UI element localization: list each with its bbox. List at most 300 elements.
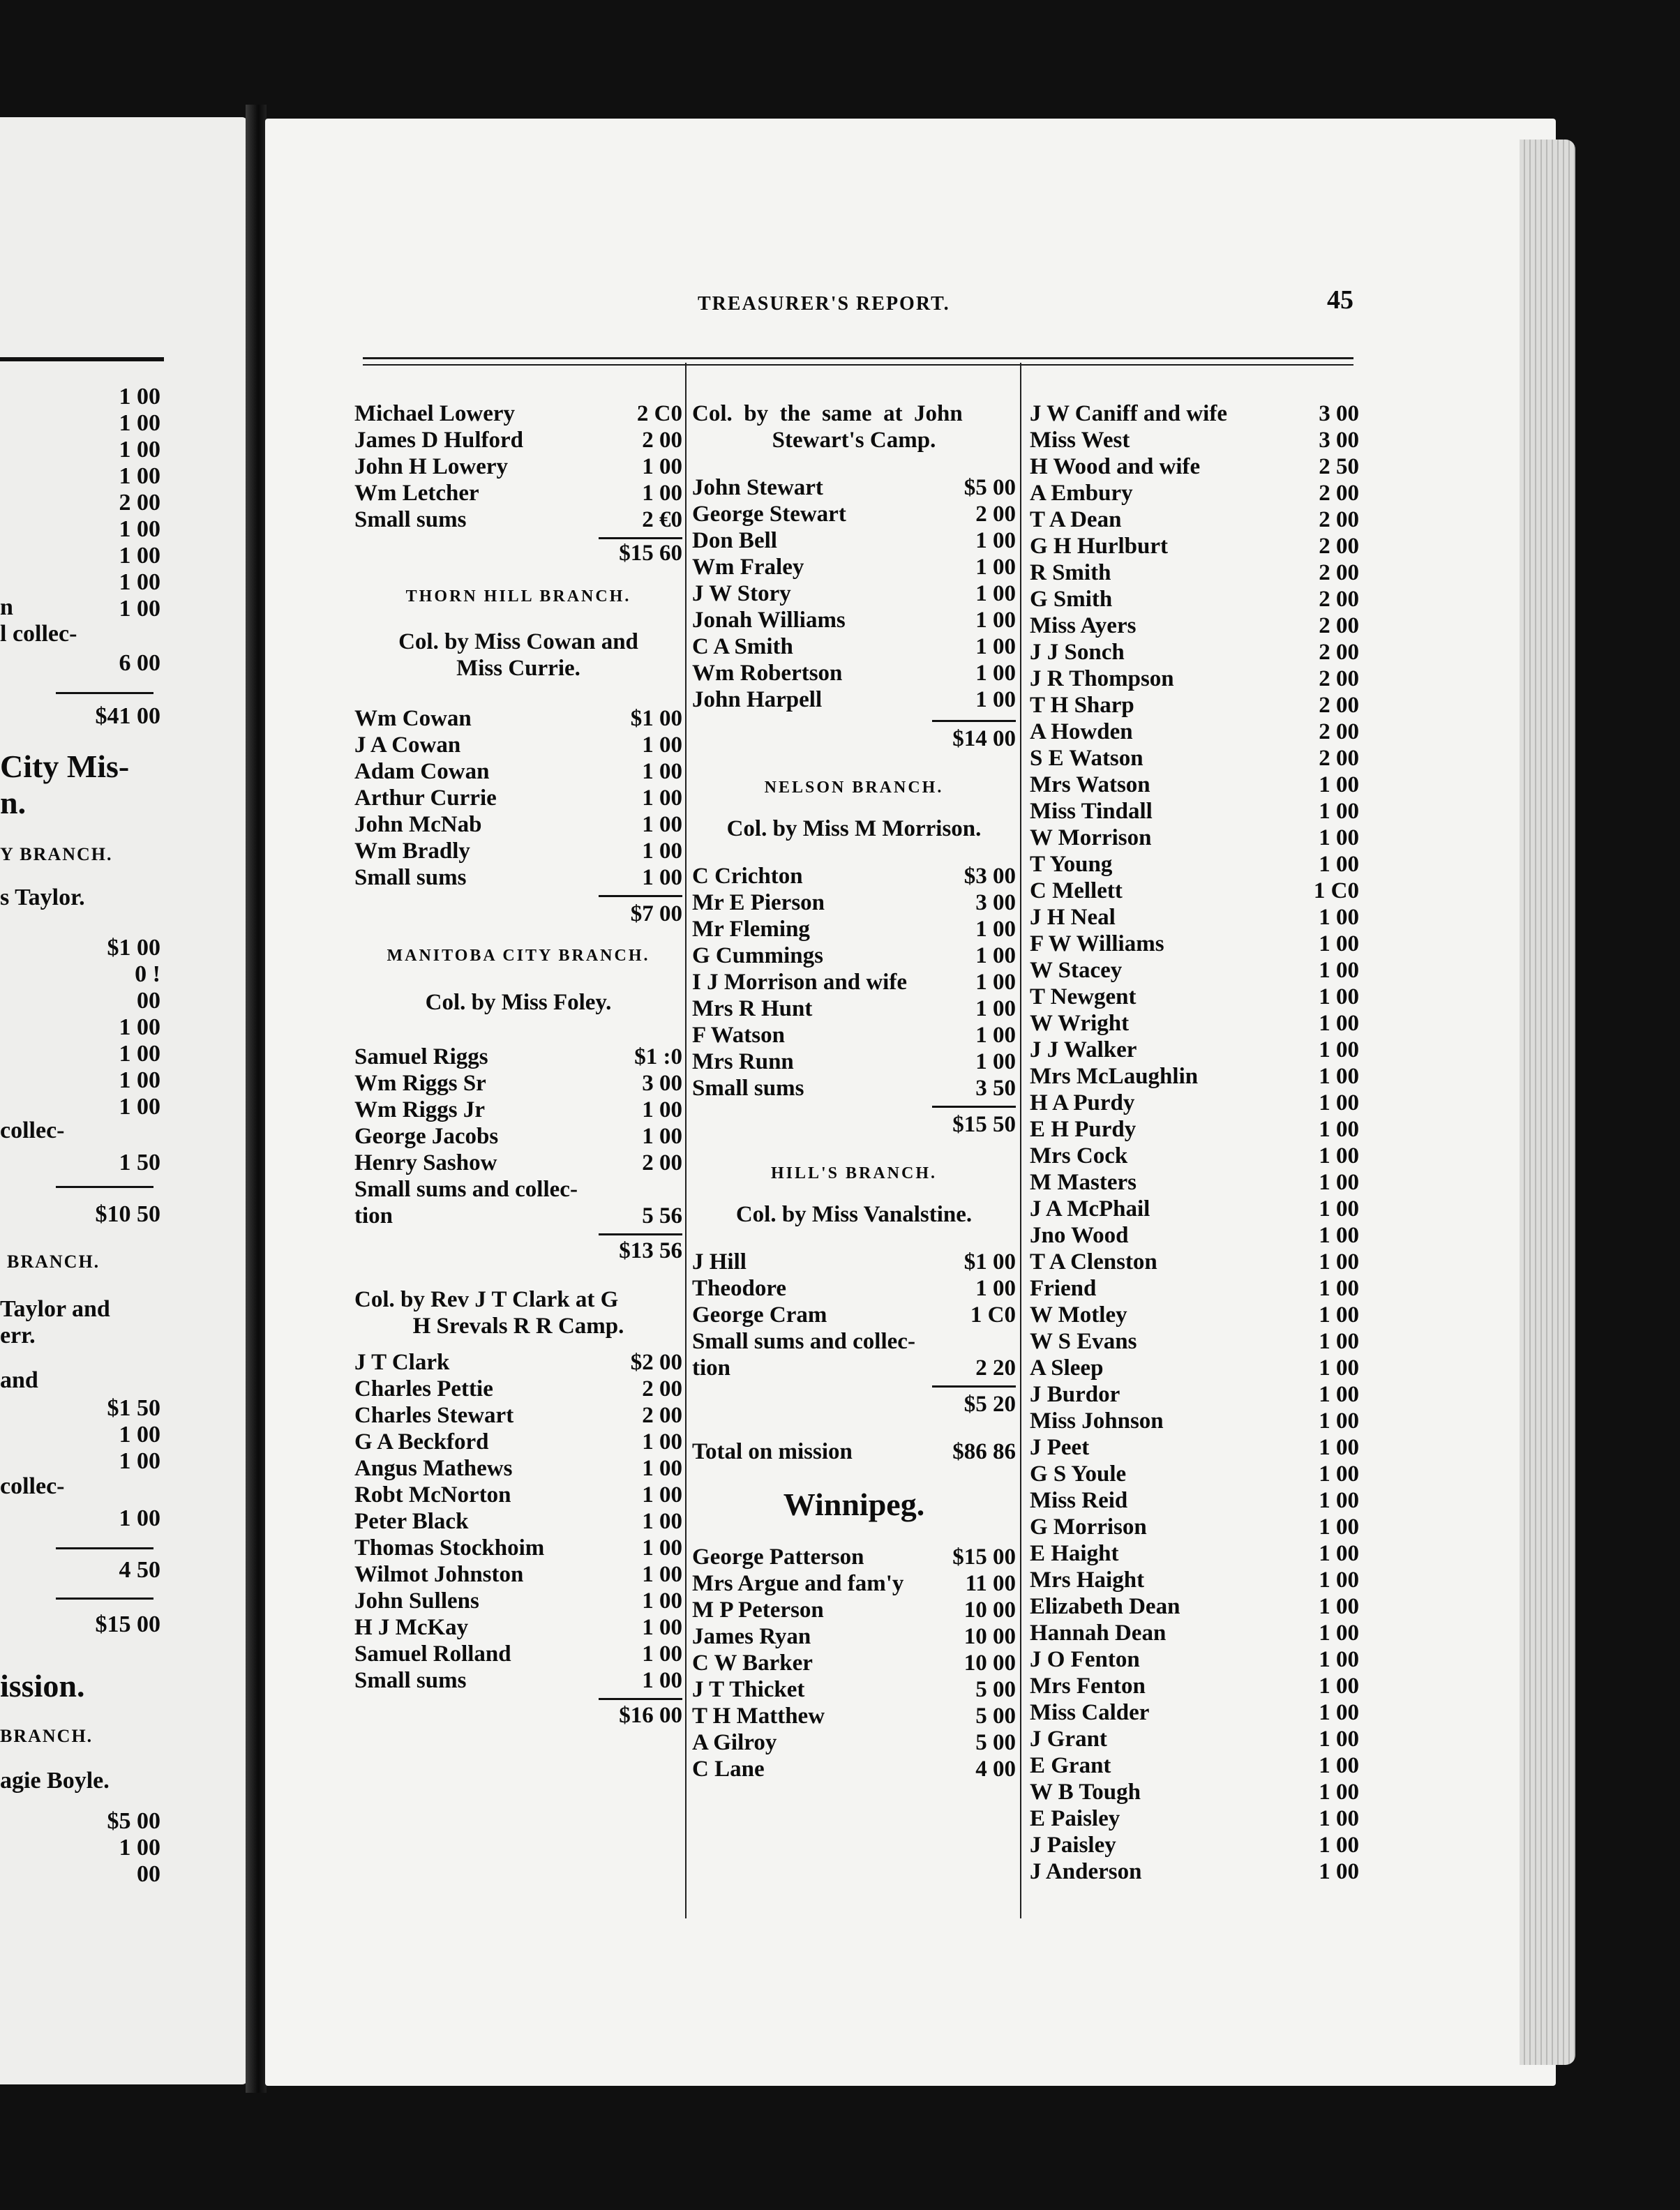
donor-name: E Grant	[1030, 1753, 1111, 1778]
left-amount: 4 50	[119, 1557, 160, 1583]
donor-name: Samuel Rolland	[354, 1641, 511, 1667]
left-text: s Taylor.	[0, 885, 85, 910]
donor-name: Charles Stewart	[354, 1403, 514, 1428]
donation-amount: $3 00	[963, 864, 1016, 889]
left-text: agie Boyle.	[0, 1768, 110, 1794]
donor-name: Henry Sashow	[354, 1150, 497, 1175]
left-text: Taylor and	[0, 1296, 110, 1322]
list-item	[692, 1729, 1016, 1756]
donor-name: Wm Robertson	[692, 661, 843, 686]
left-amount: 1 00	[119, 410, 160, 436]
left-amount: $5 00	[107, 1808, 160, 1834]
left-amount: 1 00	[119, 1835, 160, 1861]
list-item	[1030, 1249, 1359, 1275]
donation-amount: 1 00	[642, 1615, 682, 1640]
list-item	[1030, 1010, 1359, 1037]
donation-amount: 1 00	[642, 1097, 682, 1122]
list-item	[692, 474, 1016, 501]
donor-name: J W Story	[692, 581, 791, 606]
donor-name: T A Dean	[1030, 507, 1122, 532]
donor-name: Wm Bradly	[354, 839, 470, 864]
donor-name: J A McPhail	[1030, 1196, 1150, 1221]
list-item	[692, 1756, 1016, 1782]
left-amount: 1 00	[119, 569, 160, 595]
donation-amount: 1 00	[1319, 958, 1359, 983]
list-item	[692, 1275, 1016, 1302]
total-block	[692, 1381, 1016, 1416]
donation-amount: 1 00	[975, 528, 1016, 553]
donor-name: Miss Ayers	[1030, 613, 1137, 638]
list-item	[1030, 1037, 1359, 1063]
donation-amount: 1 00	[1319, 1196, 1359, 1221]
donor-name: George Jacobs	[354, 1124, 499, 1149]
list-item	[1030, 1461, 1359, 1487]
left-amount: 1 00	[119, 1094, 160, 1120]
column-3	[1030, 400, 1359, 1885]
list-item	[354, 1561, 682, 1588]
donation-amount: 2 00	[642, 428, 682, 453]
collector-line: Col. by Miss Foley.	[425, 990, 612, 1015]
donation-amount: 1 00	[1319, 825, 1359, 850]
donation-amount: 1 00	[1319, 1780, 1359, 1805]
list-item	[354, 785, 682, 811]
list-item	[1030, 1805, 1359, 1832]
list-item	[354, 1535, 682, 1561]
list-group	[692, 474, 1016, 713]
left-rule	[0, 357, 164, 361]
left-text: err.	[0, 1323, 36, 1348]
collector-line: Col. by Miss Vanalstine.	[735, 1202, 973, 1227]
total-block	[354, 1694, 682, 1729]
donor-name: Mrs R Hunt	[692, 996, 813, 1021]
left-text: n	[0, 594, 13, 620]
donor-name: Mrs Cock	[1030, 1143, 1128, 1168]
donor-name: Miss Reid	[1030, 1488, 1128, 1513]
donor-name: Wm Fraley	[692, 555, 804, 580]
donation-amount: 11 00	[965, 1571, 1016, 1596]
list-item	[692, 527, 1016, 554]
left-heading: n.	[0, 785, 27, 820]
list-item	[354, 453, 682, 480]
total-block	[354, 533, 682, 568]
donation-amount: 1 00	[1319, 1090, 1359, 1115]
donor-name: A Sleep	[1030, 1355, 1104, 1381]
donation-amount: 1 00	[1319, 1568, 1359, 1593]
left-total: $10 50	[95, 1201, 160, 1227]
list-item	[1030, 639, 1359, 666]
donor-name: A Embury	[1030, 481, 1133, 506]
donor-name: S E Watson	[1030, 746, 1143, 771]
donor-name: W Motley	[1030, 1302, 1127, 1328]
donation-amount: 1 00	[642, 481, 682, 506]
left-amount: 1 50	[119, 1150, 160, 1175]
donation-amount: 1 00	[642, 1535, 682, 1561]
list-item	[692, 501, 1016, 527]
donation-amount: 2 00	[1319, 587, 1359, 612]
book-gutter	[246, 105, 267, 2093]
list-item	[354, 1667, 682, 1694]
list-item	[1030, 612, 1359, 639]
donation-amount: 1 00	[975, 555, 1016, 580]
subtotal: $7 00	[630, 901, 682, 926]
donor-name: John Sullens	[354, 1588, 479, 1614]
donation-amount: 3 00	[1319, 428, 1359, 453]
left-amount: 1 00	[119, 1505, 160, 1531]
list-item	[1030, 1328, 1359, 1355]
donation-amount: 1 00	[975, 661, 1016, 686]
donor-name: Friend	[1030, 1276, 1097, 1301]
donation-amount: 2 20	[975, 1355, 1016, 1381]
list-group	[1030, 400, 1359, 1885]
donation-amount: 1 00	[1319, 772, 1359, 797]
list-item	[1030, 506, 1359, 533]
header-rule	[363, 357, 1353, 359]
donation-amount: 1 00	[1319, 1833, 1359, 1858]
donor-name: Mrs Watson	[1030, 772, 1150, 797]
list-item	[692, 1650, 1016, 1676]
left-amount: 1 00	[119, 1422, 160, 1448]
list-item	[354, 864, 682, 891]
subtotal: $5 20	[963, 1392, 1016, 1417]
branch-heading: NELSON BRANCH.	[764, 779, 944, 797]
donation-amount: 1 00	[1319, 984, 1359, 1009]
donor-name: T Young	[1030, 852, 1113, 877]
donation-amount: 1 00	[642, 1641, 682, 1667]
list-item	[692, 1544, 1016, 1570]
list-item	[692, 1249, 1016, 1275]
list-group	[354, 705, 682, 891]
donor-name: C Mellett	[1030, 878, 1123, 903]
list-item	[1030, 1222, 1359, 1249]
list-item	[1030, 1514, 1359, 1540]
list-item	[354, 1376, 682, 1402]
left-amount: 00	[137, 988, 160, 1014]
city-heading: Winnipeg.	[783, 1487, 925, 1522]
collector-line: Col. by Miss Cowan and	[398, 629, 638, 654]
total-block	[354, 1229, 682, 1264]
left-amount: $1 50	[107, 1395, 160, 1421]
donor-name: Small sums and collec-	[692, 1329, 915, 1354]
left-amount: 1 00	[119, 1014, 160, 1040]
list-item	[1030, 1858, 1359, 1885]
donor-name: Small sums and collec-	[354, 1177, 578, 1202]
donation-amount: $1 00	[630, 706, 682, 731]
donor-name: Don Bell	[692, 528, 777, 553]
list-item	[354, 705, 682, 732]
collector-line: Stewart's Camp.	[772, 428, 936, 453]
list-item	[1030, 400, 1359, 427]
donor-name: F Watson	[692, 1023, 785, 1048]
donation-amount: 1 00	[642, 732, 682, 758]
donation-amount: 2 00	[1319, 613, 1359, 638]
left-branch: BRANCH.	[0, 1726, 93, 1746]
donor-name: G Smith	[1030, 587, 1113, 612]
donation-amount: 5 00	[975, 1730, 1016, 1755]
donation-amount: 1 00	[975, 943, 1016, 968]
donor-name: J Hill	[692, 1249, 747, 1275]
donation-amount: 1 00	[1319, 1806, 1359, 1831]
left-amount: 6 00	[119, 650, 160, 676]
donor-name: Mrs Runn	[692, 1049, 794, 1074]
donation-amount: 1 00	[1319, 1276, 1359, 1301]
donor-name: Arthur Currie	[354, 785, 497, 811]
list-item	[1030, 666, 1359, 692]
left-amount: 00	[137, 1861, 160, 1887]
running-header: TREASURER'S REPORT.	[698, 293, 950, 315]
list-item	[692, 1075, 1016, 1102]
donation-amount: 1 00	[642, 839, 682, 864]
list-item	[692, 660, 1016, 686]
mission-total: Total on mission $86 86	[692, 1439, 1016, 1464]
donation-amount: $15 00	[952, 1544, 1016, 1570]
donor-name: Miss West	[1030, 428, 1130, 453]
donation-amount: 1 00	[975, 996, 1016, 1021]
donation-amount: 1 00	[642, 759, 682, 784]
donation-amount: 1 00	[642, 1562, 682, 1587]
total-block	[354, 891, 682, 926]
donation-amount: 1 00	[642, 1124, 682, 1149]
list-item	[354, 732, 682, 758]
left-total: $41 00	[95, 703, 160, 729]
collector-line: Miss Currie.	[456, 656, 580, 681]
donation-amount: 1 00	[1319, 852, 1359, 877]
donor-name: Miss Tindall	[1030, 799, 1153, 824]
left-amount: $1 00	[107, 935, 160, 961]
donor-name: J T Thicket	[692, 1677, 805, 1702]
branch-heading: THORN HILL BRANCH.	[405, 587, 631, 606]
list-item	[692, 1048, 1016, 1075]
list-item	[1030, 586, 1359, 612]
donation-amount: 1 00	[975, 970, 1016, 995]
list-item	[1030, 851, 1359, 878]
donor-name: Small sums	[692, 1076, 804, 1101]
donation-amount: 1 00	[1319, 1011, 1359, 1036]
list-item	[354, 480, 682, 506]
left-text: and	[0, 1367, 38, 1393]
list-item	[1030, 1116, 1359, 1143]
total-rule	[599, 537, 682, 539]
donor-name: John Stewart	[692, 475, 823, 500]
donation-amount: 2 C0	[636, 401, 682, 426]
total-rule	[599, 1233, 682, 1235]
donor-name: H J McKay	[354, 1615, 469, 1640]
left-heading: City Mis-	[0, 749, 130, 784]
list-group	[354, 1044, 682, 1229]
donation-amount: 1 00	[1319, 1382, 1359, 1407]
donation-amount: 1 00	[642, 785, 682, 811]
donor-name: Theodore	[692, 1276, 787, 1301]
donor-name: Michael Lowery	[354, 401, 516, 426]
donor-name: H Wood and wife	[1030, 454, 1201, 479]
list-item	[354, 838, 682, 864]
list-item	[1030, 878, 1359, 904]
donor-name: H A Purdy	[1030, 1090, 1135, 1115]
donor-name: George Stewart	[692, 502, 846, 527]
donation-amount: 2 00	[1319, 640, 1359, 665]
donation-amount: 1 00	[975, 1049, 1016, 1074]
left-amount: 1 00	[119, 543, 160, 569]
donation-amount: 1 00	[1319, 1249, 1359, 1275]
left-amount: 1 00	[119, 1041, 160, 1067]
donation-amount: 1 00	[1319, 1329, 1359, 1354]
donation-amount: 5 00	[975, 1704, 1016, 1729]
total-rule	[932, 1385, 1016, 1388]
donation-amount: 1 00	[1319, 1727, 1359, 1752]
donor-name: G Morrison	[1030, 1514, 1147, 1540]
list-item	[1030, 559, 1359, 586]
donor-name: F W Williams	[1030, 931, 1164, 956]
donation-amount: 1 00	[642, 1509, 682, 1534]
donor-name: tion	[354, 1203, 393, 1228]
list-item	[1030, 1593, 1359, 1620]
header-rule	[363, 364, 1353, 366]
donor-name: Miss Calder	[1030, 1700, 1150, 1725]
left-amount: 1 00	[119, 1448, 160, 1474]
collector-line: Col. by Rev J T Clark at G	[354, 1287, 619, 1312]
left-amount: 1 00	[119, 384, 160, 409]
donation-amount: 1 C0	[970, 1302, 1016, 1328]
left-text: collec-	[0, 1473, 65, 1499]
list-item	[692, 995, 1016, 1022]
donor-name: W B Tough	[1030, 1780, 1141, 1805]
donor-name: J W Caniff and wife	[1030, 401, 1227, 426]
branch-heading: MANITOBA CITY BRANCH.	[387, 947, 650, 965]
list-item	[692, 1676, 1016, 1703]
donor-name: James D Hulford	[354, 428, 523, 453]
list-item	[692, 580, 1016, 607]
list-item	[1030, 772, 1359, 798]
left-text: collec-	[0, 1118, 65, 1143]
donor-name: J R Thompson	[1030, 666, 1174, 691]
donation-amount: 10 00	[963, 1651, 1016, 1676]
donor-name: Wm Letcher	[354, 481, 479, 506]
donor-name: J Paisley	[1030, 1833, 1116, 1858]
donor-name: James Ryan	[692, 1624, 811, 1649]
donation-amount: 1 00	[1319, 1117, 1359, 1142]
total-rule	[932, 720, 1016, 722]
donor-name: W Stacey	[1030, 958, 1123, 983]
subtotal: $15 50	[952, 1112, 1016, 1137]
list-item	[1030, 1567, 1359, 1593]
list-item	[354, 1641, 682, 1667]
donation-amount: 2 00	[975, 502, 1016, 527]
list-item	[354, 400, 682, 427]
donation-amount: 1 00	[975, 581, 1016, 606]
list-item	[354, 758, 682, 785]
list-item	[1030, 825, 1359, 851]
list-item	[354, 427, 682, 453]
list-item	[692, 863, 1016, 889]
collector-line: Col. by Miss M Morrison.	[726, 816, 982, 841]
donor-name: Samuel Riggs	[354, 1044, 488, 1069]
donor-name: Wm Cowan	[354, 706, 472, 731]
donor-name: J T Clark	[354, 1350, 450, 1375]
list-item	[354, 1482, 682, 1508]
donor-name: G A Beckford	[354, 1429, 489, 1454]
donation-amount: 5 00	[975, 1677, 1016, 1702]
donor-name: John McNab	[354, 812, 482, 837]
list-item	[1030, 1620, 1359, 1646]
donor-name: J H Neal	[1030, 905, 1116, 930]
donor-name: Jonah Williams	[692, 608, 846, 633]
list-item	[354, 1044, 682, 1070]
list-item	[354, 811, 682, 838]
donor-name: John H Lowery	[354, 454, 509, 479]
donor-name: C A Smith	[692, 634, 793, 659]
list-item	[692, 1570, 1016, 1597]
donation-amount: $1 00	[963, 1249, 1016, 1275]
donation-amount: 1 00	[1319, 1064, 1359, 1089]
donor-name: T H Sharp	[1030, 693, 1134, 718]
donor-name: Miss Johnson	[1030, 1408, 1164, 1434]
left-rule	[56, 692, 153, 694]
donor-name: Mrs Fenton	[1030, 1674, 1146, 1699]
donation-amount: 1 00	[1319, 799, 1359, 824]
donation-amount: 1 00	[1319, 1753, 1359, 1778]
list-item	[692, 607, 1016, 633]
donor-name: T A Clenston	[1030, 1249, 1157, 1275]
donor-name: J Grant	[1030, 1727, 1107, 1752]
donation-amount: 1 00	[1319, 1674, 1359, 1699]
donation-amount: 2 00	[642, 1376, 682, 1401]
list-item	[692, 916, 1016, 942]
list-item	[692, 1302, 1016, 1328]
list-item	[692, 633, 1016, 660]
donor-name: Small sums	[354, 865, 467, 890]
donor-name: Jno Wood	[1030, 1223, 1129, 1248]
donor-name: A Gilroy	[692, 1730, 777, 1755]
left-rule	[56, 1598, 153, 1600]
left-amount: 0 !	[135, 961, 160, 987]
left-amount: 1 00	[119, 596, 160, 622]
list-item	[354, 1614, 682, 1641]
donation-amount: 3 50	[975, 1076, 1016, 1101]
donation-amount: $2 00	[630, 1350, 682, 1375]
list-item	[1030, 1699, 1359, 1726]
list-item	[1030, 427, 1359, 453]
donation-amount: 1 00	[1319, 1170, 1359, 1195]
donor-name: J Burdor	[1030, 1382, 1120, 1407]
donor-name: G Cummings	[692, 943, 823, 968]
list-item	[1030, 692, 1359, 719]
list-group	[692, 1249, 1016, 1381]
left-heading: ission.	[0, 1668, 85, 1704]
list-item	[354, 1176, 682, 1203]
left-amount: 1 00	[119, 463, 160, 489]
list-item	[1030, 1726, 1359, 1752]
donation-amount: 2 00	[1319, 719, 1359, 744]
list-item	[1030, 1540, 1359, 1567]
list-item	[1030, 1196, 1359, 1222]
donor-name: Hannah Dean	[1030, 1621, 1167, 1646]
donor-name: G S Youle	[1030, 1461, 1127, 1487]
donation-amount: 2 00	[642, 1403, 682, 1428]
donation-amount: 1 00	[1319, 1647, 1359, 1672]
donor-name: Wm Riggs Sr	[354, 1071, 486, 1096]
list-item	[354, 1349, 682, 1376]
donor-name: C Crichton	[692, 864, 803, 889]
list-item	[1030, 1752, 1359, 1779]
list-item	[1030, 480, 1359, 506]
list-group	[354, 400, 682, 533]
left-branch: BRANCH.	[7, 1251, 100, 1272]
donor-name: R Smith	[1030, 560, 1111, 585]
donation-amount: 1 00	[642, 1456, 682, 1481]
donation-amount: 1 00	[1319, 931, 1359, 956]
subtotal: $13 56	[619, 1238, 682, 1263]
donor-name: Mr Fleming	[692, 917, 810, 942]
donor-name: Mrs McLaughlin	[1030, 1064, 1199, 1089]
